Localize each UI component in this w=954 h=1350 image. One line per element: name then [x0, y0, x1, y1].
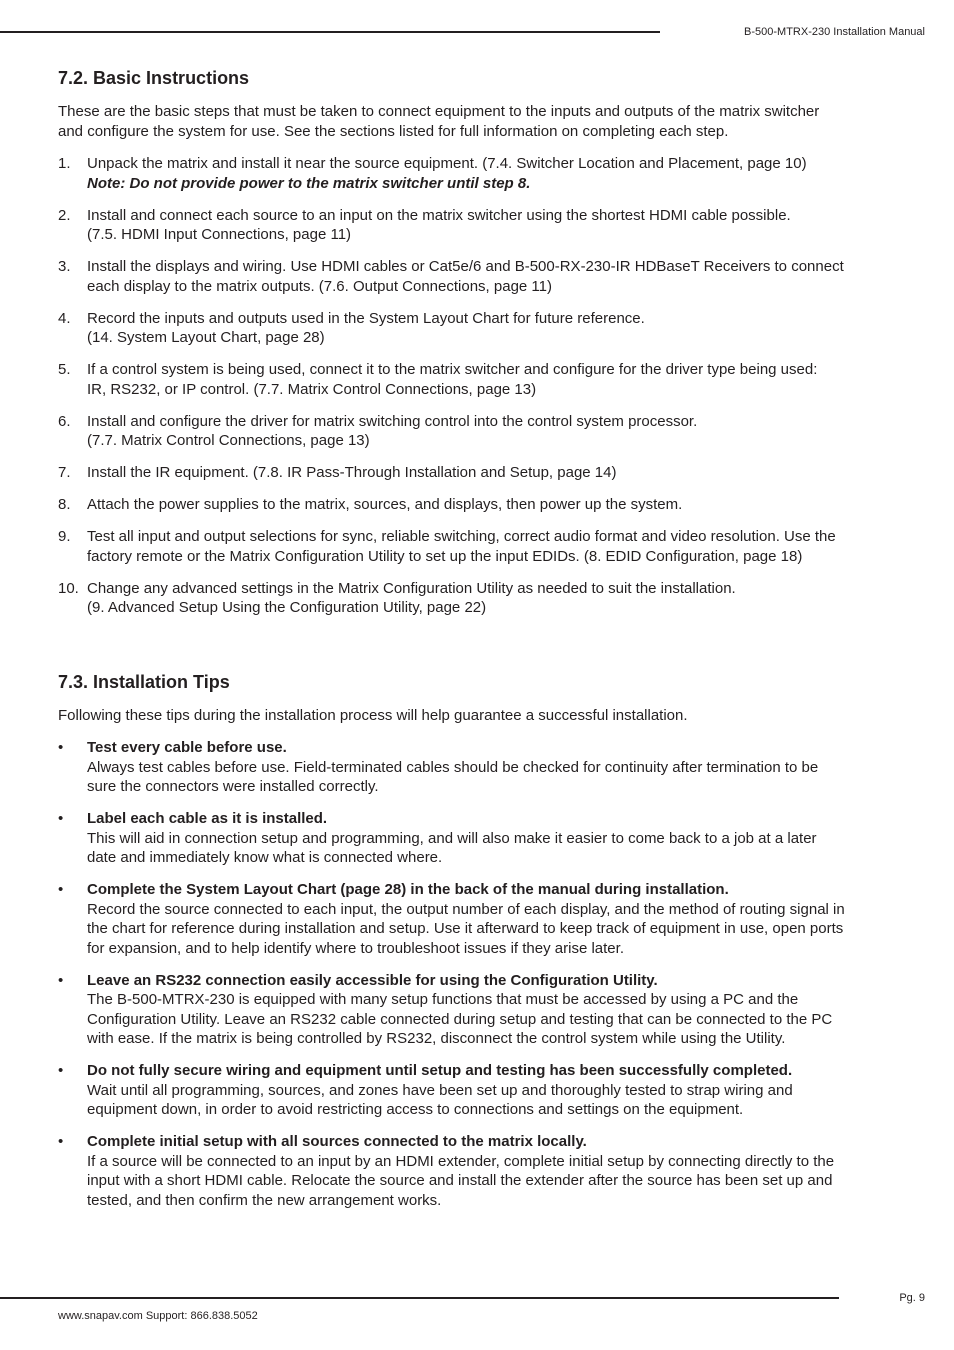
- tip-title: Leave an RS232 connection easily accessible for using the Configuration Utility.: [87, 971, 658, 989]
- step-text: (9. Advanced Setup Using the Configuration Utility, page 22): [87, 599, 487, 616]
- tip-text: for expansion, and to help identify where to troubleshoot issues if they arise later.: [87, 939, 624, 957]
- step-text: Install the IR equipment. (7.8. IR Pass-Through Installation and Setup, page 14): [87, 464, 617, 481]
- tip-text: sure the connectors were installed correctly.: [87, 778, 379, 795]
- step-text: Test all input and output selections for sync, reliable switching, correct audio format and video resolution. Use the: [87, 528, 836, 545]
- tip-item: [58, 809, 900, 868]
- step-text: Change any advanced settings in the Matrix Configuration Utility as needed to suit the installation.: [87, 579, 736, 597]
- step-text: (7.7. Matrix Control Connections, page 13): [87, 432, 370, 449]
- tip-item: [58, 1132, 900, 1210]
- step-text: Install and connect each source to an input on the matrix switcher using the shortest HDMI cable possible.: [87, 206, 791, 224]
- tips-list: [58, 738, 900, 1210]
- tip-text: Always test cables before use. Field-terminated cables should be checked for continuity after termination to be: [87, 758, 819, 776]
- tip-text: Record the source connected to each input, the output number of each display, and the method of routing signal in: [87, 900, 845, 918]
- tip-text: date and immediately know what is connected where.: [87, 849, 443, 866]
- step-text: (7.5. HDMI Input Connections, page 11): [87, 226, 352, 243]
- bullet-icon: •: [58, 810, 64, 827]
- bullet-icon: •: [58, 971, 64, 989]
- tip-text: Wait until all programming, sources, and zones have been set up and thoroughly tested to strap wiring and: [87, 1081, 793, 1099]
- tip-item: [58, 880, 900, 958]
- step-text: IR, RS232, or IP control. (7.7. Matrix Control Connections, page 13): [87, 380, 537, 398]
- section-basic-instructions: [58, 66, 900, 618]
- page-number: Pg. 9: [899, 1292, 925, 1304]
- step-number: 8.: [58, 496, 71, 513]
- step-number: 10.: [58, 579, 79, 597]
- step-text: Install the displays and wiring. Use HDMI cables or Cat5e/6 and B-500-RX-230-IR HDBaseT Receivers to connect: [87, 258, 844, 275]
- step-number: 6.: [58, 412, 71, 430]
- section-intro: [58, 102, 900, 141]
- tip-text: the chart for reference during installation and setup. Use it afterward to keep track of equipment in use, open ports: [87, 920, 844, 937]
- step-item: [58, 463, 900, 483]
- footer-rule: [0, 1297, 839, 1299]
- step-item: [58, 412, 900, 451]
- step-item: [58, 579, 900, 618]
- step-text: Install and configure the driver for matrix switching control into the control system processor.: [87, 412, 698, 430]
- steps-list: [58, 154, 900, 618]
- bullet-icon: •: [58, 1133, 64, 1150]
- step-note: Note: Do not provide power to the matrix switcher until step 8.: [87, 174, 531, 192]
- step-number: 7.: [58, 464, 71, 481]
- tip-text: input with a short HDMI cable. Relocate the source and install the extender after the source has been set up and: [87, 1172, 833, 1189]
- tip-text: Configuration Utility. Leave an RS232 cable connected during setup and testing that can be connected to the PC: [87, 1010, 833, 1028]
- bullet-icon: •: [58, 881, 64, 898]
- intro-line: These are the basic steps that must be taken to connect equipment to the inputs and outputs of the matrix switcher: [58, 103, 820, 120]
- step-item: [58, 495, 900, 515]
- tip-title: Test every cable before use.: [87, 739, 287, 756]
- tip-text: This will aid in connection setup and programming, and will also make it easier to come back to a job at a later: [87, 829, 817, 847]
- tip-text: The B-500-MTRX-230 is equipped with many setup functions that must be accessed by using a PC and the: [87, 991, 799, 1008]
- step-item: [58, 257, 900, 296]
- tip-item: [58, 1061, 900, 1120]
- step-text: factory remote or the Matrix Configuration Utility to set up the input EDIDs. (8. EDID Configuration, page 18): [87, 547, 803, 565]
- section-heading: 7.3. Installation Tips: [58, 671, 230, 692]
- footer-contact: www.snapav.com Support: 866.838.5052: [58, 1310, 258, 1322]
- tip-title: Complete initial setup with all sources connected to the matrix locally.: [87, 1133, 587, 1150]
- step-number: 4.: [58, 309, 71, 327]
- step-item: [58, 527, 900, 566]
- tip-text: If a source will be connected to an input by an HDMI extender, complete initial setup by connecting directly to the: [87, 1152, 835, 1170]
- step-text: each display to the matrix outputs. (7.6. Output Connections, page 11): [87, 277, 552, 295]
- bullet-icon: •: [58, 1062, 64, 1079]
- manual-title: B-500-MTRX-230 Installation Manual: [744, 26, 925, 38]
- step-text: (14. System Layout Chart, page 28): [87, 329, 325, 346]
- section-installation-tips: [58, 670, 900, 1211]
- tip-item: [58, 971, 900, 1049]
- step-text: Unpack the matrix and install it near the source equipment. (7.4. Switcher Location and Placement, page 10): [87, 155, 807, 172]
- tip-title: Complete the System Layout Chart (page 28) in the back of the manual during installation.: [87, 881, 729, 898]
- section-intro: Following these tips during the installation process will help guarantee a successful installation.: [58, 706, 688, 724]
- bullet-icon: •: [58, 739, 64, 756]
- step-number: 3.: [58, 258, 71, 275]
- tip-title: Label each cable as it is installed.: [87, 810, 328, 827]
- step-item: [58, 154, 900, 193]
- header-rule: [0, 31, 660, 33]
- step-item: [58, 360, 900, 399]
- section-heading: 7.2. Basic Instructions: [58, 68, 250, 88]
- page-content: [58, 66, 900, 1223]
- intro-line: and configure the system for use. See the sections listed for full information on completing each step.: [58, 122, 729, 140]
- step-text: If a control system is being used, connect it to the matrix switcher and configure for the driver type being used:: [87, 361, 818, 378]
- step-number: 5.: [58, 361, 71, 378]
- tip-item: [58, 738, 900, 797]
- step-item: [58, 206, 900, 245]
- step-item: [58, 309, 900, 348]
- step-number: 2.: [58, 206, 71, 224]
- tip-text: with ease. If the matrix is being controlled by RS232, disconnect the control system while using the Utility.: [87, 1030, 786, 1047]
- tip-text: equipment down, in order to avoid restricting access to connections and settings on the equipment.: [87, 1101, 744, 1118]
- step-text: Attach the power supplies to the matrix, sources, and displays, then power up the system.: [87, 496, 683, 513]
- step-text: Record the inputs and outputs used in the System Layout Chart for future reference.: [87, 309, 645, 327]
- step-number: 1.: [58, 155, 71, 172]
- tip-text: tested, and then confirm the new arrangement works.: [87, 1191, 442, 1209]
- step-number: 9.: [58, 528, 71, 545]
- tip-title: Do not fully secure wiring and equipment until setup and testing has been successfully completed.: [87, 1062, 793, 1079]
